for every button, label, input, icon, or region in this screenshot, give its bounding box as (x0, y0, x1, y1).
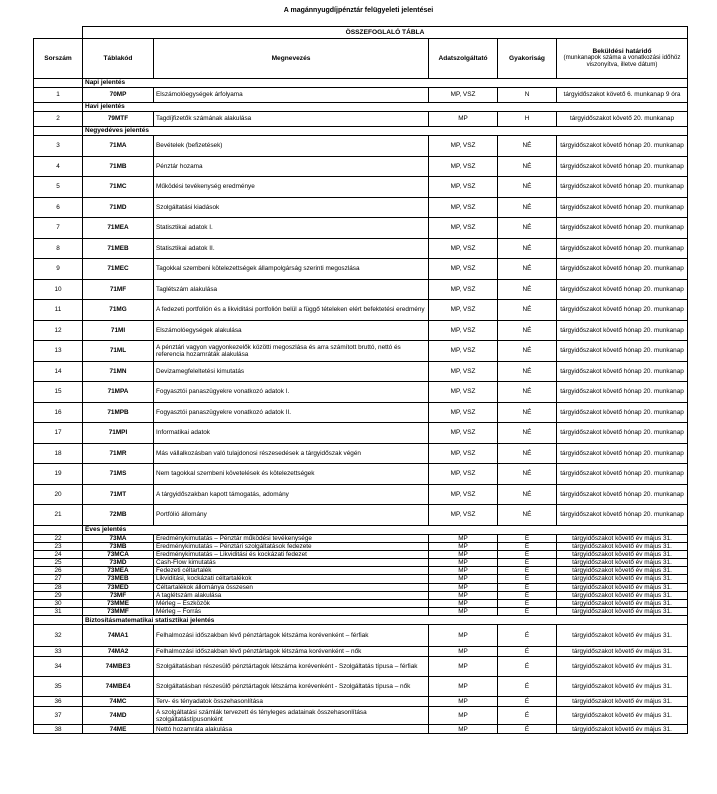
table-row (34, 177, 688, 198)
row-frequency: N (498, 88, 557, 103)
table-row (34, 279, 688, 300)
table-row (34, 697, 688, 707)
row-number: 29 (34, 591, 83, 599)
section-blank-cell (34, 616, 83, 625)
row-provider: MP, VSZ (429, 238, 498, 259)
section-title: Negyedéves jelentés (83, 127, 688, 136)
row-frequency: É (498, 625, 557, 647)
row-number: 31 (34, 608, 83, 616)
row-deadline: tárgyidőszakot követő év május 31. (557, 591, 688, 599)
row-frequency: É (498, 567, 557, 575)
row-code: 71MEC (83, 259, 154, 280)
row-code: 70MP (83, 88, 154, 103)
row-number: 6 (34, 197, 83, 218)
row-name: Cash-Flow kimutatás (154, 559, 429, 567)
row-provider: MP, VSZ (429, 197, 498, 218)
row-provider: MP (429, 550, 498, 558)
table-row (34, 575, 688, 583)
row-provider: MP, VSZ (429, 341, 498, 362)
row-provider: MP, VSZ (429, 320, 498, 341)
header-sorszam: Sorszám (34, 39, 83, 79)
row-number: 32 (34, 625, 83, 647)
row-deadline: tárgyidőszakot követő hónap 20. munkanap (557, 341, 688, 362)
row-deadline: tárgyidőszakot követő év május 31. (557, 608, 688, 616)
row-deadline: tárgyidőszakot követő hónap 20. munkanap (557, 259, 688, 280)
row-frequency: NÉ (498, 238, 557, 259)
row-code: 71MG (83, 300, 154, 321)
table-row (34, 583, 688, 591)
row-frequency: É (498, 725, 557, 734)
header-megnevezes: Megnevezés (154, 39, 429, 79)
row-deadline: tárgyidőszakot követő év május 31. (557, 542, 688, 550)
table-row (34, 505, 688, 526)
row-number: 30 (34, 599, 83, 607)
table-body (34, 27, 688, 734)
row-name: Elszámolóegységek árfolyama (154, 88, 429, 103)
table-row (34, 647, 688, 657)
row-provider: MP (429, 534, 498, 542)
row-name: Más vállalkozásban való tulajdonosi részesedések a tárgyidőszak végén (154, 443, 429, 464)
row-number: 27 (34, 575, 83, 583)
row-frequency: NÉ (498, 320, 557, 341)
row-provider: MP (429, 542, 498, 550)
table-row (34, 608, 688, 616)
row-deadline: tárgyidőszakot követő év május 31. (557, 647, 688, 657)
table-row (34, 464, 688, 485)
row-provider: MP, VSZ (429, 259, 498, 280)
row-frequency: NÉ (498, 341, 557, 362)
row-deadline: tárgyidőszakot követő hónap 20. munkanap (557, 443, 688, 464)
row-number: 14 (34, 361, 83, 382)
row-deadline: tárgyidőszakot követő év május 31. (557, 567, 688, 575)
row-name: Terv- és tényadatok összehasonlítása (154, 697, 429, 707)
blank-cell (34, 27, 83, 39)
section-blank-cell (34, 127, 83, 136)
table-row (34, 423, 688, 444)
row-name: Eredménykimutatás – Pénztári szolgáltatások fedezete (154, 542, 429, 550)
row-name: Informatikai adatok (154, 423, 429, 444)
row-deadline: tárgyidőszakot követő hónap 20. munkanap (557, 156, 688, 177)
row-frequency: É (498, 608, 557, 616)
row-code: 71MI (83, 320, 154, 341)
row-frequency: NÉ (498, 505, 557, 526)
row-name: Működési tevékenység eredménye (154, 177, 429, 198)
section-row (34, 79, 688, 88)
row-provider: MP, VSZ (429, 443, 498, 464)
header-hatarido-title: Beküldési határidő (592, 47, 652, 55)
row-number: 19 (34, 464, 83, 485)
row-frequency: NÉ (498, 464, 557, 485)
row-frequency: É (498, 534, 557, 542)
row-code: 73MA (83, 534, 154, 542)
row-name: Pénztár hozama (154, 156, 429, 177)
row-number: 36 (34, 697, 83, 707)
table-row (34, 599, 688, 607)
table-row (34, 402, 688, 423)
row-number: 38 (34, 725, 83, 734)
row-deadline: tárgyidőszakot követő hónap 20. munkanap (557, 279, 688, 300)
table-row (34, 677, 688, 697)
row-frequency: NÉ (498, 423, 557, 444)
table-row (34, 550, 688, 558)
row-provider: MP, VSZ (429, 279, 498, 300)
row-provider: MP (429, 647, 498, 657)
row-number: 17 (34, 423, 83, 444)
row-code: 74MBE3 (83, 657, 154, 677)
row-number: 26 (34, 567, 83, 575)
row-frequency: É (498, 591, 557, 599)
row-name: Elszámolóegységek alakulása (154, 320, 429, 341)
section-title: Éves jelentés (83, 525, 688, 534)
header-tablakod: Táblakód (83, 39, 154, 79)
row-deadline: tárgyidőszakot követő év május 31. (557, 575, 688, 583)
row-code: 72MB (83, 505, 154, 526)
row-deadline: tárgyidőszakot követő 6. munkanap 9 óra (557, 88, 688, 103)
table-row (34, 341, 688, 362)
row-number: 25 (34, 559, 83, 567)
section-blank-cell (34, 79, 83, 88)
summary-title-row (34, 27, 688, 39)
row-deadline: tárgyidőszakot követő hónap 20. munkanap (557, 136, 688, 157)
header-row (34, 39, 688, 79)
row-frequency: É (498, 550, 557, 558)
row-name: Felhalmozási időszakban lévő pénztártagok létszáma korévenként – férfiak (154, 625, 429, 647)
row-number: 15 (34, 382, 83, 403)
row-deadline: tárgyidőszakot követő hónap 20. munkanap (557, 177, 688, 198)
header-hatarido (557, 39, 688, 79)
row-code: 74MC (83, 697, 154, 707)
row-deadline: tárgyidőszakot követő hónap 20. munkanap (557, 423, 688, 444)
table-row (34, 657, 688, 677)
section-row (34, 525, 688, 534)
row-code: 71MF (83, 279, 154, 300)
summary-table (33, 26, 688, 734)
row-provider: MP, VSZ (429, 361, 498, 382)
row-name: Tagdíjfizetők számának alakulása (154, 112, 429, 127)
row-provider: MP (429, 608, 498, 616)
row-number: 3 (34, 136, 83, 157)
row-code: 73MF (83, 591, 154, 599)
row-code: 71MN (83, 361, 154, 382)
row-provider: MP (429, 677, 498, 697)
row-frequency: NÉ (498, 177, 557, 198)
row-code: 74MA1 (83, 625, 154, 647)
row-provider: MP (429, 112, 498, 127)
row-provider: MP (429, 599, 498, 607)
table-row (34, 88, 688, 103)
row-number: 11 (34, 300, 83, 321)
row-deadline: tárgyidőszakot követő év május 31. (557, 657, 688, 677)
row-name: Szolgáltatásban részesülő pénztártagok létszáma korévenként - Szolgáltatás típusa – nők (154, 677, 429, 697)
row-frequency: É (498, 599, 557, 607)
row-frequency: NÉ (498, 218, 557, 239)
row-code: 73MEB (83, 575, 154, 583)
row-code: 73MD (83, 559, 154, 567)
row-code: 71MPA (83, 382, 154, 403)
row-name: Portfólió állomány (154, 505, 429, 526)
row-deadline: tárgyidőszakot követő hónap 20. munkanap (557, 218, 688, 239)
row-number: 33 (34, 647, 83, 657)
row-name: Taglétszám alakulása (154, 279, 429, 300)
row-code: 71MA (83, 136, 154, 157)
table-row (34, 443, 688, 464)
row-frequency: NÉ (498, 279, 557, 300)
table-row (34, 136, 688, 157)
row-deadline: tárgyidőszakot követő 20. munkanap (557, 112, 688, 127)
table-row (34, 197, 688, 218)
row-deadline: tárgyidőszakot követő hónap 20. munkanap (557, 505, 688, 526)
section-blank-cell (34, 525, 83, 534)
row-provider: MP (429, 567, 498, 575)
row-frequency: NÉ (498, 382, 557, 403)
row-frequency: É (498, 559, 557, 567)
row-name: Likviditási, kockázati céltartalékok (154, 575, 429, 583)
row-provider: MP, VSZ (429, 464, 498, 485)
row-code: 71MD (83, 197, 154, 218)
row-code: 74ME (83, 725, 154, 734)
row-provider: MP, VSZ (429, 156, 498, 177)
row-number: 2 (34, 112, 83, 127)
row-code: 71MS (83, 464, 154, 485)
row-name: A pénztári vagyon vagyonkezelők közötti megoszlása és arra számított bruttó, nettó és referencia hozamráták alakulása (154, 341, 429, 362)
row-name: Szolgáltatásban részesülő pénztártagok létszáma korévenként - Szolgáltatás típusa – férfiak (154, 657, 429, 677)
row-frequency: É (498, 677, 557, 697)
row-number: 20 (34, 484, 83, 505)
row-name: A fedezeti portfolión és a likviditási portfolión belül a függő tételeken elért befektetési eredmény (154, 300, 429, 321)
row-provider: MP (429, 657, 498, 677)
row-provider: MP, VSZ (429, 88, 498, 103)
row-number: 35 (34, 677, 83, 697)
row-name: Fogyasztói panaszügyekre vonatkozó adatok II. (154, 402, 429, 423)
row-name: Mérleg – Eszközök (154, 599, 429, 607)
row-code: 79MTF (83, 112, 154, 127)
row-code: 71MC (83, 177, 154, 198)
row-deadline: tárgyidőszakot követő hónap 20. munkanap (557, 402, 688, 423)
row-provider: MP (429, 625, 498, 647)
row-name: Devizamegfeleltetési kimutatás (154, 361, 429, 382)
summary-title: ÖSSZEFOGLALÓ TÁBLA (83, 27, 688, 39)
row-frequency: É (498, 707, 557, 725)
row-frequency: É (498, 575, 557, 583)
row-frequency: É (498, 542, 557, 550)
row-frequency: NÉ (498, 484, 557, 505)
row-code: 71MR (83, 443, 154, 464)
row-number: 18 (34, 443, 83, 464)
row-frequency: NÉ (498, 443, 557, 464)
row-name: Eredménykimutatás – Pénztár működési tevékenysége (154, 534, 429, 542)
row-number: 24 (34, 550, 83, 558)
row-frequency: É (498, 583, 557, 591)
header-hatarido-sub: (munkanapok száma a vonatkozási időhöz viszonyítva, illetve dátum) (563, 54, 681, 69)
table-row (34, 567, 688, 575)
row-provider: MP (429, 725, 498, 734)
row-deadline: tárgyidőszakot követő év május 31. (557, 559, 688, 567)
table-row (34, 484, 688, 505)
row-number: 28 (34, 583, 83, 591)
table-row (34, 382, 688, 403)
row-deadline: tárgyidőszakot követő év május 31. (557, 625, 688, 647)
row-code: 73MED (83, 583, 154, 591)
row-deadline: tárgyidőszakot követő év május 31. (557, 534, 688, 542)
row-frequency: NÉ (498, 156, 557, 177)
row-name: Felhalmozási időszakban lévő pénztártagok létszáma korévenként – nők (154, 647, 429, 657)
row-deadline: tárgyidőszakot követő hónap 20. munkanap (557, 197, 688, 218)
row-code: 73MME (83, 599, 154, 607)
table-row (34, 218, 688, 239)
row-number: 5 (34, 177, 83, 198)
row-name: Nettó hozamráta alakulása (154, 725, 429, 734)
row-code: 71MPI (83, 423, 154, 444)
table-row (34, 361, 688, 382)
section-row (34, 127, 688, 136)
row-frequency: NÉ (498, 197, 557, 218)
row-number: 37 (34, 707, 83, 725)
row-frequency: NÉ (498, 402, 557, 423)
row-code: 73MEA (83, 567, 154, 575)
row-name: Fedezeti céltartalék (154, 567, 429, 575)
row-provider: MP (429, 559, 498, 567)
row-number: 12 (34, 320, 83, 341)
row-code: 74MD (83, 707, 154, 725)
row-name: Nem tagokkal szembeni követelések és kötelezettségek (154, 464, 429, 485)
row-provider: MP, VSZ (429, 505, 498, 526)
row-deadline: tárgyidőszakot követő év május 31. (557, 707, 688, 725)
header-adatszolgaltato: Adatszolgáltató (429, 39, 498, 79)
row-provider: MP (429, 583, 498, 591)
row-number: 9 (34, 259, 83, 280)
row-deadline: tárgyidőszakot követő hónap 20. munkanap (557, 484, 688, 505)
row-deadline: tárgyidőszakot követő hónap 20. munkanap (557, 238, 688, 259)
table-row (34, 112, 688, 127)
row-name: A taglétszám alakulása (154, 591, 429, 599)
table-row (34, 625, 688, 647)
row-frequency: H (498, 112, 557, 127)
row-deadline: tárgyidőszakot követő év május 31. (557, 583, 688, 591)
row-deadline: tárgyidőszakot követő év május 31. (557, 599, 688, 607)
row-code: 71MT (83, 484, 154, 505)
row-deadline: tárgyidőszakot követő év május 31. (557, 725, 688, 734)
row-provider: MP, VSZ (429, 177, 498, 198)
row-code: 73MB (83, 542, 154, 550)
table-row (34, 300, 688, 321)
row-provider: MP, VSZ (429, 382, 498, 403)
row-code: 71MPB (83, 402, 154, 423)
row-provider: MP, VSZ (429, 218, 498, 239)
row-name: Bevételek (befizetések) (154, 136, 429, 157)
row-frequency: É (498, 697, 557, 707)
row-deadline: tárgyidőszakot követő hónap 20. munkanap (557, 361, 688, 382)
row-provider: MP (429, 575, 498, 583)
section-title: Napi jelentés (83, 79, 688, 88)
row-number: 23 (34, 542, 83, 550)
row-provider: MP, VSZ (429, 402, 498, 423)
section-title: Havi jelentés (83, 103, 688, 112)
row-frequency: NÉ (498, 300, 557, 321)
row-name: A tárgyidőszakban kapott támogatás, adomány (154, 484, 429, 505)
row-code: 74MA2 (83, 647, 154, 657)
row-provider: MP, VSZ (429, 484, 498, 505)
row-number: 34 (34, 657, 83, 677)
row-name: Céltartalékok állománya összesen (154, 583, 429, 591)
row-frequency: NÉ (498, 136, 557, 157)
section-title: Biztosításmatematikai statisztikai jelentés (83, 616, 688, 625)
row-provider: MP (429, 697, 498, 707)
table-row (34, 725, 688, 734)
row-deadline: tárgyidőszakot követő hónap 20. munkanap (557, 464, 688, 485)
row-code: 73MMF (83, 608, 154, 616)
row-frequency: É (498, 647, 557, 657)
row-name: Mérleg – Forrás (154, 608, 429, 616)
table-row (34, 320, 688, 341)
row-deadline: tárgyidőszakot követő év május 31. (557, 550, 688, 558)
table-row (34, 559, 688, 567)
row-frequency: NÉ (498, 361, 557, 382)
row-provider: MP (429, 591, 498, 599)
row-name: Szolgáltatási kiadások (154, 197, 429, 218)
row-code: 71MEA (83, 218, 154, 239)
row-provider: MP, VSZ (429, 300, 498, 321)
page-title: A magánnyugdíjpénztár felügyeleti jelentései (283, 7, 434, 14)
row-provider: MP, VSZ (429, 423, 498, 444)
section-row (34, 616, 688, 625)
row-name: Fogyasztói panaszügyekre vonatkozó adatok I. (154, 382, 429, 403)
row-number: 22 (34, 534, 83, 542)
row-frequency: NÉ (498, 259, 557, 280)
row-code: 71ML (83, 341, 154, 362)
table-row (34, 156, 688, 177)
row-name: A szolgáltatási számlák tervezett és tényleges adatainak összehasonlítása szolgáltatástípusonként (154, 707, 429, 725)
row-name: Eredménykimutatás – Likviditási és kockázati fedezet (154, 550, 429, 558)
row-number: 21 (34, 505, 83, 526)
row-code: 74MBE4 (83, 677, 154, 697)
row-frequency: É (498, 657, 557, 677)
row-deadline: tárgyidőszakot követő év május 31. (557, 697, 688, 707)
row-number: 13 (34, 341, 83, 362)
row-code: 71MB (83, 156, 154, 177)
row-provider: MP (429, 707, 498, 725)
table-row (34, 591, 688, 599)
table-row (34, 534, 688, 542)
section-blank-cell (34, 103, 83, 112)
row-deadline: tárgyidőszakot követő hónap 20. munkanap (557, 382, 688, 403)
table-row (34, 259, 688, 280)
row-deadline: tárgyidőszakot követő hónap 20. munkanap (557, 300, 688, 321)
row-name: Statisztikai adatok II. (154, 238, 429, 259)
section-row (34, 103, 688, 112)
row-deadline: tárgyidőszakot követő év május 31. (557, 677, 688, 697)
header-gyakorisag: Gyakoriság (498, 39, 557, 79)
row-number: 10 (34, 279, 83, 300)
row-number: 7 (34, 218, 83, 239)
row-name: Tagokkal szembeni kötelezettségek állampolgárság szerinti megoszlása (154, 259, 429, 280)
row-name: Statisztikai adatok I. (154, 218, 429, 239)
table-row (34, 707, 688, 725)
row-number: 1 (34, 88, 83, 103)
row-number: 16 (34, 402, 83, 423)
table-row (34, 238, 688, 259)
row-number: 4 (34, 156, 83, 177)
row-deadline: tárgyidőszakot követő hónap 20. munkanap (557, 320, 688, 341)
row-code: 73MCA (83, 550, 154, 558)
row-number: 8 (34, 238, 83, 259)
table-row (34, 542, 688, 550)
row-provider: MP, VSZ (429, 136, 498, 157)
row-code: 71MEB (83, 238, 154, 259)
